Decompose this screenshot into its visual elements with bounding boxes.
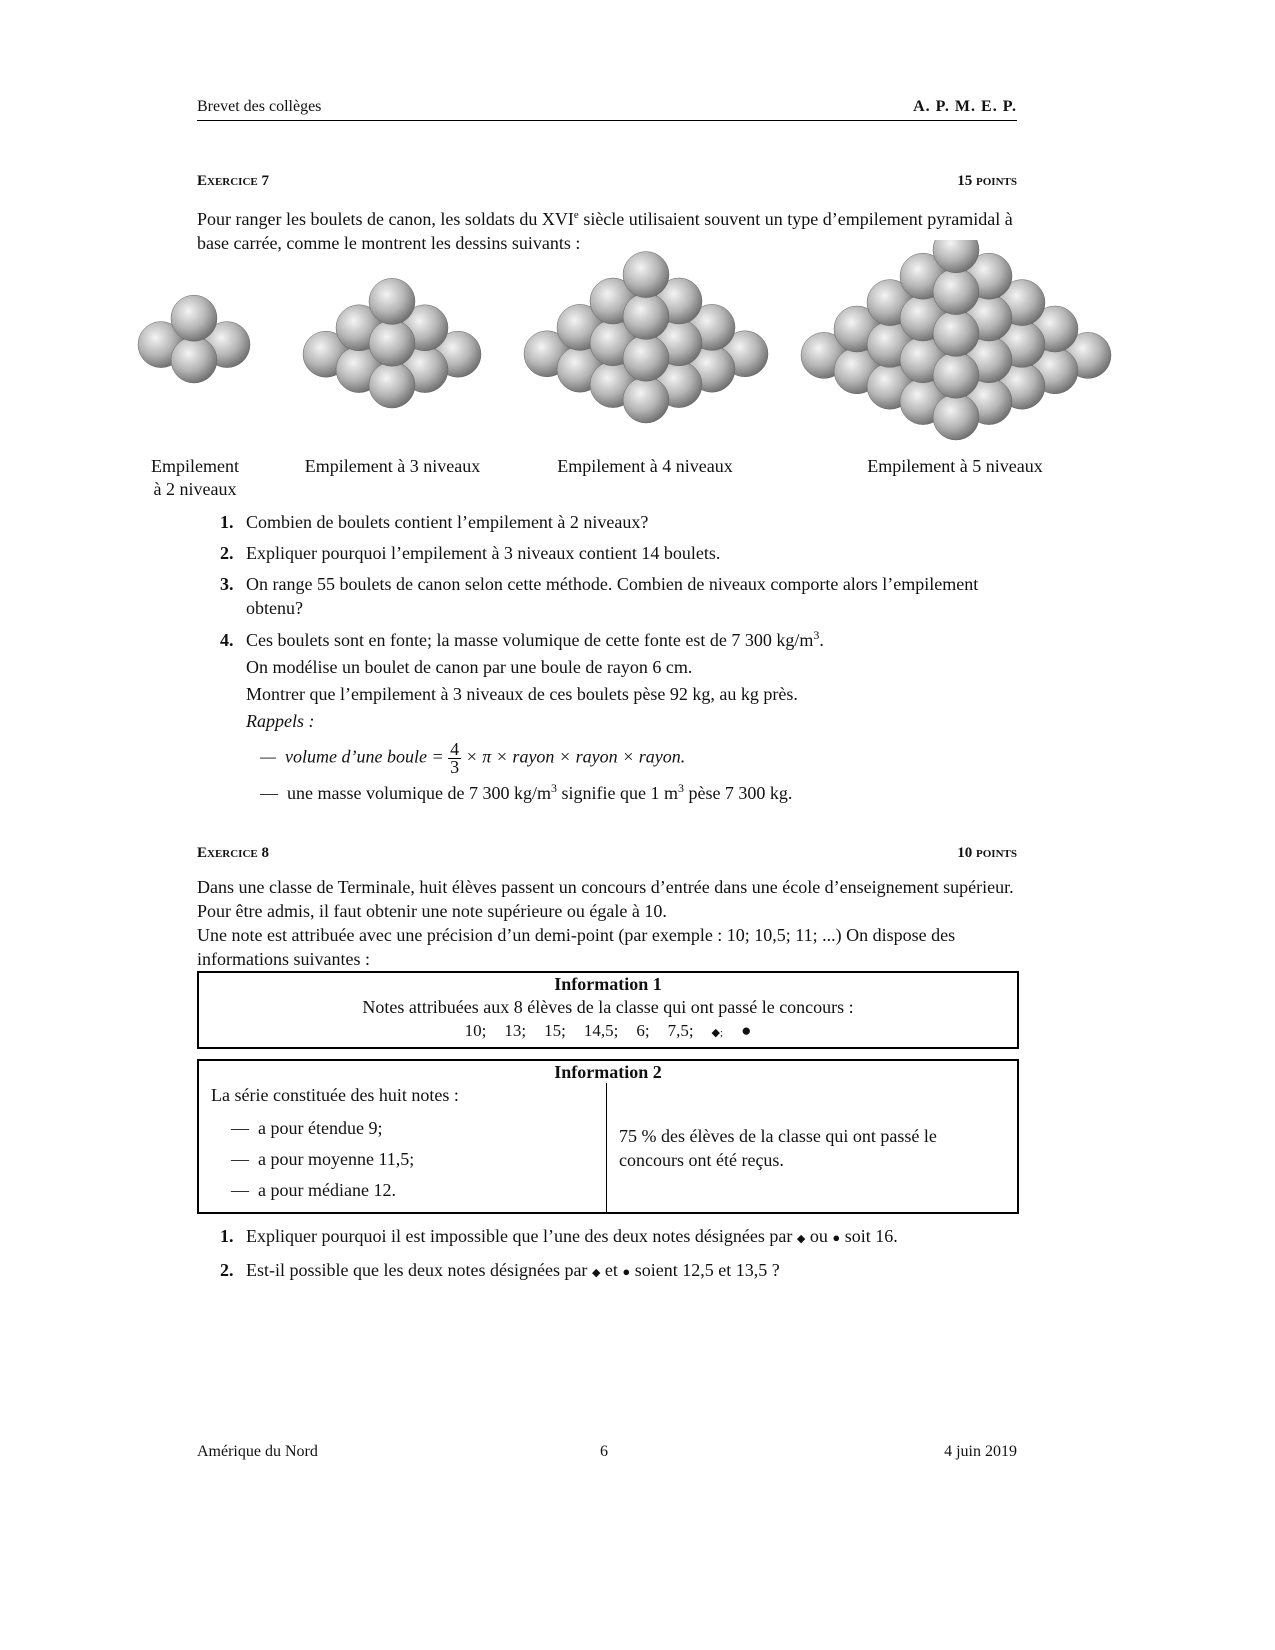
cannonball xyxy=(623,335,669,381)
question-8-1: 1. Expliquer pourquoi il est impossible que l’une des deux notes désignées par ◆ ou ● soit 16. xyxy=(220,1226,898,1246)
note-value: 10; xyxy=(464,1021,487,1040)
cannonball xyxy=(623,293,669,339)
pyramid-5-levels xyxy=(801,240,1111,440)
caption-5-levels: Empilement à 5 niveaux xyxy=(867,456,1043,476)
exercise-points: 10 points xyxy=(957,845,1017,861)
question-7-1: 1. Combien de boulets contient l’empilement à 2 niveaux? xyxy=(220,512,649,532)
cannonball xyxy=(933,269,979,315)
note-value: 7,5; xyxy=(667,1021,694,1040)
rappel-masse: — une masse volumique de 7 300 $kg/m^3$ signifie que 1 $m^3$ pèse 7 300 kg. xyxy=(260,781,793,803)
cannonball xyxy=(171,295,217,341)
caption-3-levels: Empilement à 3 niveaux xyxy=(304,456,481,476)
question-8-2: 2. Est-il possible que les deux notes désignées par ◆ et ● soient 12,5 et 13,5 ? xyxy=(220,1260,780,1280)
pyramid-2-levels xyxy=(138,295,250,383)
cannonball xyxy=(623,252,669,298)
exercise-7-intro: Pour ranger les boulets de canon, les soldats du XVIe siècle utilisaient souvent un type d’empilement pyramidal à base carrée, comme le montrent les dessins suivants : xyxy=(197,209,1013,253)
footer-right: 4 juin 2019 xyxy=(944,1443,1017,1460)
notes-list xyxy=(199,1019,1017,1045)
page-header xyxy=(197,98,1017,121)
exercise-8-intro: Dans une classe de Terminale, huit élèves passent un concours d’entrée dans une école d’enseignement supérieur. Pour être admis, il faut obtenir une note supérieure ou égale à 10. Une note est attribuée avec une précision d’un demi-point (par exemple : 10; 10,5; 11; ...) On dispose des informations suivantes : xyxy=(197,877,1014,969)
cannonball xyxy=(369,362,415,408)
note-value: 13; xyxy=(504,1021,527,1040)
header-left: Brevet des collèges xyxy=(197,98,322,115)
rappel-volume: — volume d’une boule = $\frac{4}{3}$ × π × rayon × rayon × rayon. xyxy=(260,739,686,777)
question-7-4: 4. Ces boulets sont en fonte; la masse volumique de cette fonte est de 7 300 $kg/m^3$. On modélise un boulet de canon par une boule de rayon 6 cm. Montrer que l’empilement à 3 niveaux de ces boulets pèse 92 kg, au kg près. Rappels : — volume d’une boule = $\frac{4}{3}$ × π × rayon × rayon × rayon. — une masse volumique de 7 300 $kg/m^3$ signifie que 1 $m^3$ pèse 7 300 kg. xyxy=(220,627,1017,807)
info-2-right: 75 % des élèves de la classe qui ont passé le concours ont été reçus. xyxy=(619,1125,937,1170)
info-2-left: La série constituée des huit notes : — a pour étendue 9; — a pour moyenne 11,5; — a pour médiane 12. xyxy=(199,1083,607,1212)
note-value: 6; xyxy=(636,1021,650,1040)
note-value: 15; xyxy=(544,1021,566,1040)
information-1-box: Information 1 Notes attribuées aux 8 élèves de la classe qui ont passé le concours : 10; 13; 15; 14,5; 6; 7,5; ◆; ● xyxy=(197,971,1019,1049)
question-7-3: 3. On range 55 boulets de canon selon cette méthode. Combien de niveaux comporte alors l’empilement obtenu? xyxy=(220,574,979,618)
cannonball-pyramids-figure xyxy=(0,240,1275,452)
cannonball xyxy=(623,377,669,423)
information-2-box: Information 2 La série constituée des huit notes : — a pour étendue 9; — a pour moyenne 11,5; — a pour médiane 12. 75 % des élèves de la classe qui ont passé le concours ont été reçus. xyxy=(197,1059,1019,1214)
cannonball xyxy=(933,394,979,440)
exercise-7-questions xyxy=(197,510,1017,1292)
cannonball xyxy=(933,310,979,356)
cannonball xyxy=(171,337,217,383)
note-value: ◆; xyxy=(711,1027,724,1039)
cannonball xyxy=(369,278,415,324)
caption-4-levels: Empilement à 4 niveaux xyxy=(557,456,733,476)
note-value: ● xyxy=(741,1021,752,1040)
footer-left: Amérique du Nord xyxy=(197,1443,318,1460)
exercise-7-heading xyxy=(197,173,1017,193)
pyramid-3-levels xyxy=(303,278,481,408)
exercise-title: Exercice 7 xyxy=(197,173,269,189)
pyramid-4-levels xyxy=(524,252,768,423)
caption-2-levels: Empilement à 2 niveaux xyxy=(151,456,239,499)
note-value: 14,5; xyxy=(583,1021,619,1040)
cannonball xyxy=(369,320,415,366)
page-number: 6 xyxy=(600,1443,608,1460)
cannonball xyxy=(933,352,979,398)
exercise-title: Exercice 8 xyxy=(197,845,269,861)
exercise-points: 15 points xyxy=(957,173,1017,189)
header-right: A. P. M. E. P. xyxy=(913,98,1017,115)
exercise-8-heading xyxy=(197,845,1017,865)
question-7-2: 2. Expliquer pourquoi l’empilement à 3 niveaux contient 14 boulets. xyxy=(220,543,721,563)
